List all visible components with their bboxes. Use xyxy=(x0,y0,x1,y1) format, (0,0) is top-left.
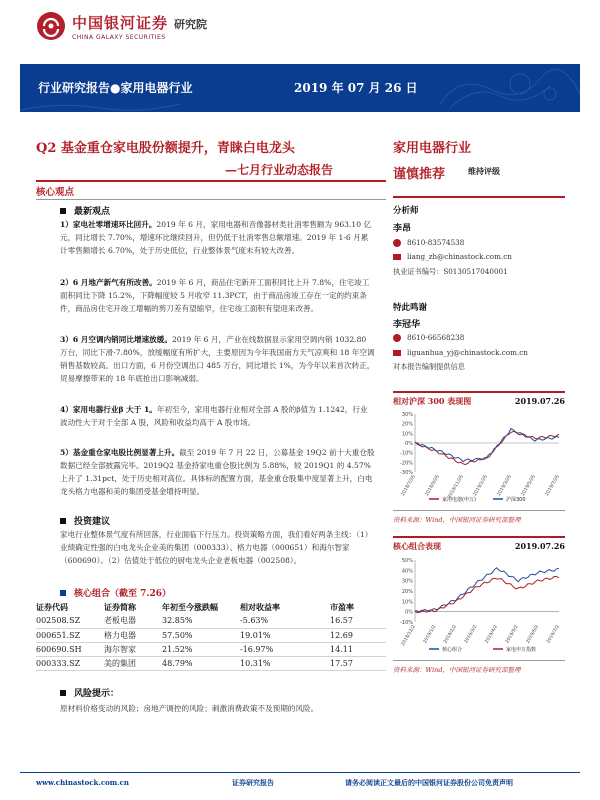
chart1-title-row xyxy=(393,396,565,407)
acknowledgement-heading: 特此鸣谢 xyxy=(393,303,428,313)
footer-website[interactable]: www.chinastock.com.cn xyxy=(36,778,129,787)
y-tick-label: 0% xyxy=(405,441,413,447)
phone-1-text: 8610-83574538 xyxy=(407,238,465,247)
cell-name: 格力电器 xyxy=(104,628,162,642)
table-row xyxy=(36,642,386,656)
portfolio-heading-text: 核心组合（截至 7.26） xyxy=(74,589,172,599)
paragraph-3 xyxy=(60,333,375,385)
x-tick-label: 2018/11/26 xyxy=(447,474,465,500)
x-tick-label: 2019/7/2 xyxy=(546,624,561,645)
analyst-phone-1 xyxy=(393,238,464,247)
p3-text: 2019 年 6 月，产业在线数据显示家用空调内销 1032.80 万台，同比下滑-7.80%，放缓幅度有所扩大，主要原因为今年我国南方天气凉爽和 18 年空调销售基数较高。出口方面，6 月份空调出口 485 万台，同比增长 1%，为今年以来首次转正，贸易摩擦带来的 18 年底抢出口影响减弱。 xyxy=(60,335,375,383)
chart2-svg xyxy=(393,556,565,656)
p2-lead: 2）6 月地产新气有所改善。 xyxy=(60,278,157,287)
y-tick-label: 30% xyxy=(401,412,413,418)
paragraph-1 xyxy=(60,218,375,257)
phone-icon xyxy=(393,334,401,342)
chart2-source: 资料来源：Wind，中国银河证券研究部整理 xyxy=(393,666,521,674)
report-title: Q2 基金重仓家电股份额提升，青睐白电龙头 xyxy=(36,141,295,156)
report-category: 行业研究报告●家用电器行业 xyxy=(38,81,193,95)
x-tick-label: 2019/3/26 xyxy=(496,474,513,497)
x-tick-label: 2019/5/26 xyxy=(520,474,537,497)
cell-relative: -16.97% xyxy=(240,642,330,656)
y-tick-label: -20% xyxy=(400,460,413,467)
rating: 谨慎推荐 xyxy=(393,167,446,182)
paragraph-5 xyxy=(60,446,375,498)
sector-name: 家用电器行业 xyxy=(393,141,472,156)
p3-lead: 3）6 月空调内销同比增速放缓。 xyxy=(60,335,172,344)
rating-note: 维持评级 xyxy=(468,166,500,176)
table-row xyxy=(36,628,386,642)
y-tick-label: 0% xyxy=(405,609,413,616)
cell-pe: 17.57 xyxy=(330,656,386,670)
p1-text: 2019 年 6 月，家用电器和音像器材类社消零售额为 963.10 亿元，同比增长 7.70%，增速环比继续回升，但仍低于社消零售总额增速。2019 年 1-6 月累计零售额增长 6.70%，处于历史低位，行业整体景气度未有较大改善。 xyxy=(60,220,372,255)
y-tick-label: 20% xyxy=(401,421,413,428)
chart1-bottom-divider xyxy=(393,510,565,511)
col-header-relative: 相对收益率 xyxy=(240,601,280,612)
institute-label: 研究院 xyxy=(174,18,208,31)
cell-pe: 16.57 xyxy=(330,614,386,628)
cell-ytd: 32.85% xyxy=(162,614,240,628)
square-bullet-icon xyxy=(60,208,66,214)
analyst-license-1: 执业证书编号：S0130517040001 xyxy=(393,267,508,276)
series-line-1 xyxy=(415,431,559,464)
table-row xyxy=(36,614,386,628)
x-tick-label: 2019/6/2 xyxy=(525,624,541,645)
y-tick-label: 40% xyxy=(401,568,413,575)
cell-name: 美的集团 xyxy=(104,656,162,670)
x-tick-label: 2018/9/26 xyxy=(424,474,441,497)
chart2-top-divider xyxy=(393,536,565,538)
table-row xyxy=(36,656,386,670)
footer-divider xyxy=(20,772,580,773)
col-header-code: 证券代码 xyxy=(36,601,68,612)
brand-name-en: CHINA GALAXY SECURITIES xyxy=(72,33,166,41)
email-2-text[interactable]: liguanhua_yj@chinastock.com.cn xyxy=(407,348,528,357)
series-line-2 xyxy=(415,576,559,612)
chart2-title-row xyxy=(393,541,565,552)
y-tick-label: -10% xyxy=(400,620,413,626)
series-line-1 xyxy=(415,568,559,613)
x-tick-label: 2019/2/2 xyxy=(443,624,458,645)
paragraph-2 xyxy=(60,276,375,315)
latest-heading xyxy=(60,204,110,217)
legend-label: 沪深300 xyxy=(506,497,526,503)
invest-paragraph: 家电行业整体景气度有所回落，行业面临下行压力。投资策略方面，我们看好两条主线：（1）业绩确定性强的白电龙头企业美的集团（000333）、格力电器（000651）和海尔智家（600690）。（2）估值处于低位的厨电龙头企业老板电器（002508）。 xyxy=(60,530,373,565)
invest-heading xyxy=(60,514,110,527)
chart2-bottom-divider xyxy=(393,660,565,661)
email-1-text[interactable]: liang_zh@chinastock.com.cn xyxy=(407,252,512,261)
chart1-title: 相对沪深 300 表现图 xyxy=(393,396,472,406)
p1-lead: 1）家电社零增速环比回升。 xyxy=(60,220,157,229)
square-bullet-icon xyxy=(60,518,66,524)
chart2-date: 2019.07.26 xyxy=(514,541,565,551)
col-header-ytd: 年初至今涨跌幅 xyxy=(162,601,218,612)
cell-pe: 12.69 xyxy=(330,628,386,642)
y-tick-label: 10% xyxy=(401,431,413,438)
analyst-name-2: 李冠华 xyxy=(393,320,421,330)
brand-name-cn: 中国银河证券 xyxy=(72,13,169,32)
legend-label: 核心组合 xyxy=(442,647,463,653)
chart1-top-divider xyxy=(393,391,565,393)
y-tick-label: 10% xyxy=(401,599,413,606)
x-tick-label: 2019/1/26 xyxy=(472,474,489,497)
galaxy-logo-icon xyxy=(36,11,66,41)
report-subtitle: —七月行业动态报告 xyxy=(225,163,334,177)
cell-ytd: 21.52% xyxy=(162,642,240,656)
cell-name: 海尔智家 xyxy=(104,642,162,656)
cell-relative: 19.01% xyxy=(240,628,330,642)
legend-label: 家电申万指数 xyxy=(506,647,537,653)
paragraph-4 xyxy=(60,403,375,429)
footer-disclaimer: 请务必阅读正文最后的中国银河证券股份公司免责声明 xyxy=(345,778,513,787)
invest-heading-text: 投资建议 xyxy=(74,517,111,527)
latest-heading-text: 最新观点 xyxy=(74,207,111,217)
chart1-date: 2019.07.26 xyxy=(514,396,565,406)
p4-text: 年初至今，家用电器行业相对全部 A 股的β值为 1.1242，行业波动性大于对于全部 A 股，风险和收益均高于 A 股市场。 xyxy=(60,405,368,427)
y-tick-label: 30% xyxy=(401,578,413,585)
x-tick-label: 2019/7/26 xyxy=(544,474,561,497)
header-banner xyxy=(20,64,580,112)
col-header-name: 证券简称 xyxy=(104,601,136,612)
cell-relative: -5.63% xyxy=(240,614,330,628)
risk-heading-text: 风险提示： xyxy=(74,689,120,699)
footer-center: 证券研究报告 xyxy=(232,778,274,787)
chart1-source: 资料来源：Wind，中国银河证券研究部整理 xyxy=(393,516,521,524)
analyst-email-1[interactable] xyxy=(393,252,512,261)
cell-code: 000333.SZ xyxy=(36,656,104,670)
x-tick-label: 2018/7/26 xyxy=(400,474,417,497)
table-header-row xyxy=(36,600,386,614)
portfolio-heading xyxy=(60,586,171,599)
phone-2-text: 8610-66568238 xyxy=(407,333,465,342)
title-divider xyxy=(36,180,386,182)
p5-text: 截至 2019 年 7 月 22 日，公募基金 19Q2 前十大重仓股数据已经全部披露完毕。2019Q2 基金持家电重仓股比例为 5.88%，较 2019Q1 的 4.57%上升了 1.31pct，处于历史相对高位。具体标的配置方面，基金重仓股集中度显著上升，白电龙头格力电器和美的集团受基金增持明显。 xyxy=(60,448,375,496)
square-bullet-icon xyxy=(60,690,66,696)
x-tick-label: 2019/1/2 xyxy=(422,624,438,645)
phone-icon xyxy=(393,239,401,247)
analyst-email-2[interactable] xyxy=(393,348,528,357)
risk-paragraph: 原材料价格变动的风险；房地产调控的风险；刺激消费政策不及预期的风险。 xyxy=(60,704,319,713)
x-tick-label: 2019/3/2 xyxy=(464,624,479,645)
y-tick-label: -30% xyxy=(400,470,413,476)
thanks-note: 对本报告编制提供信息 xyxy=(393,362,465,371)
x-tick-label: 2019/5/2 xyxy=(505,624,520,645)
cell-code: 600690.SH xyxy=(36,642,104,656)
cell-ytd: 57.50% xyxy=(162,628,240,642)
cell-name: 老板电器 xyxy=(104,614,162,628)
analyst-divider xyxy=(393,196,565,198)
y-tick-label: 50% xyxy=(401,558,413,564)
analyst-name-1: 李昂 xyxy=(393,224,412,234)
y-tick-label: 20% xyxy=(401,589,413,595)
report-date: 2019 年 07 月 26 日 xyxy=(294,81,418,95)
core-heading: 核心观点 xyxy=(36,187,75,198)
square-bullet-icon xyxy=(60,590,66,596)
x-tick-label: 2019/4/2 xyxy=(484,624,500,645)
p4-lead: 4）家用电器行业β 大于 1。 xyxy=(60,405,157,414)
analyst-phone-2 xyxy=(393,333,464,342)
y-tick-label: -10% xyxy=(400,450,413,457)
cell-relative: 10.31% xyxy=(240,656,330,670)
email-icon xyxy=(393,349,401,357)
cell-code: 000651.SZ xyxy=(36,628,104,642)
cell-code: 002508.SZ xyxy=(36,614,104,628)
p5-lead: 5）基金重仓家电股比例显著上升。 xyxy=(60,448,180,457)
risk-heading xyxy=(60,686,119,699)
col-header-pe: 市盈率 xyxy=(330,601,354,612)
p2-text: 2019 年 6 月，商品住宅新开工面积同比上升 7.8%，住宅竣工面积同比下降 15.2%，下降幅度较 5 月收窄 11.3PCT，由于商品房竣工存在一定的约束条件，商品房住宅开竣工增幅的剪刀差有望缩窄，住宅竣工面积有望迎来改善。 xyxy=(60,278,370,313)
chart2-title: 核心组合表现 xyxy=(393,541,441,551)
analyst-heading: 分析师 xyxy=(393,206,419,216)
email-icon xyxy=(393,253,401,261)
cell-pe: 14.11 xyxy=(330,642,386,656)
company-logo xyxy=(36,6,286,46)
x-tick-label: 2018/12/2 xyxy=(400,624,417,647)
portfolio-table xyxy=(36,600,386,671)
legend-label: 家用电器(申万) xyxy=(442,497,476,503)
chart1-svg xyxy=(393,410,565,506)
core-divider xyxy=(36,199,386,200)
cell-ytd: 48.79% xyxy=(162,656,240,670)
